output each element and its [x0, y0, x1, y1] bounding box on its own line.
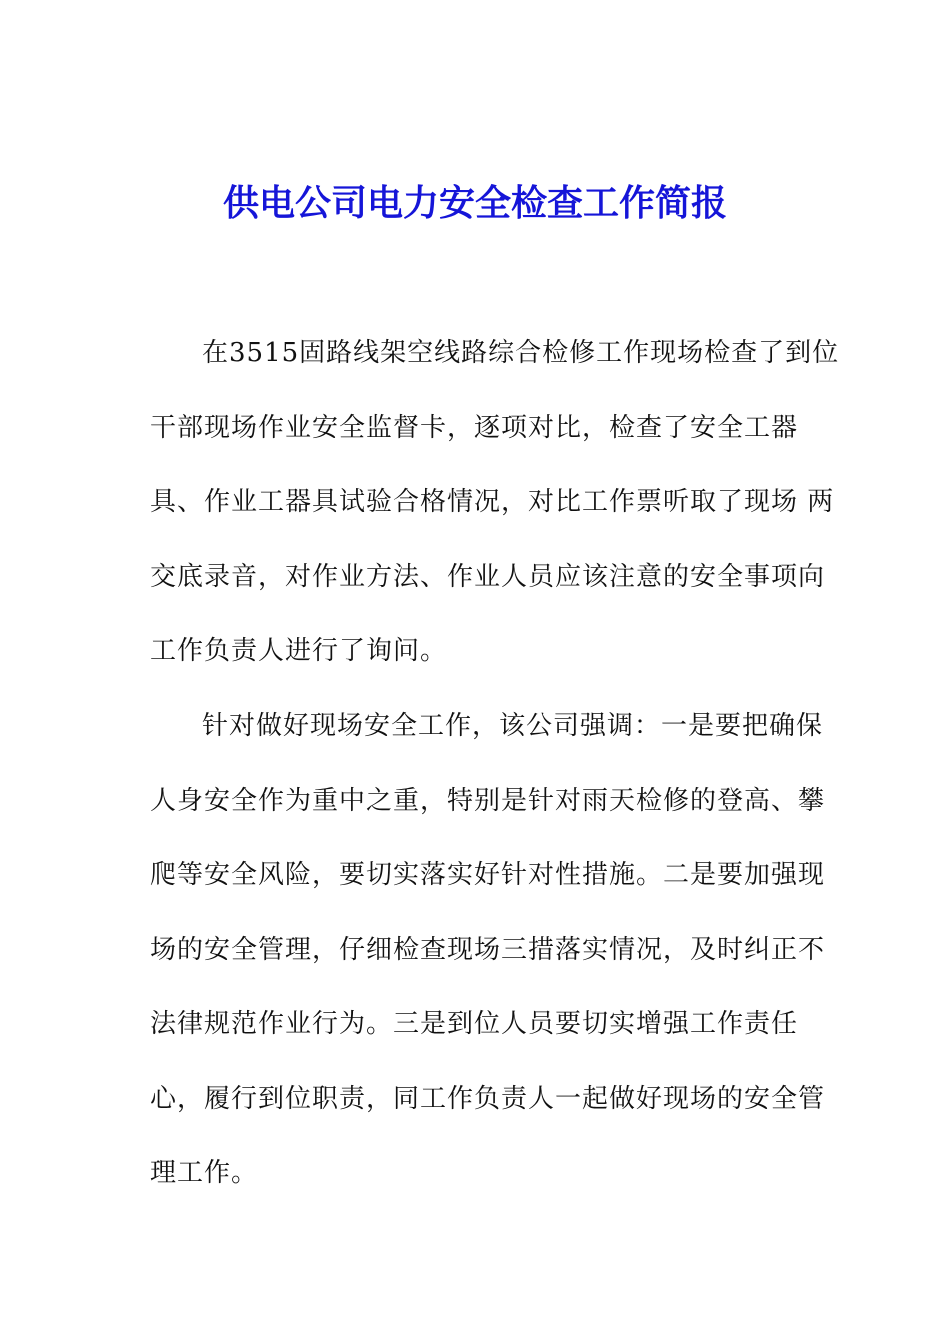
document-title: 供电公司电力安全检查工作简报 — [222, 182, 727, 224]
paragraph-line: 干部现场作业安全监督卡，逐项对比，检查了安全工器 — [150, 413, 799, 443]
paragraph-line: 心，履行到位职责，同工作负责人一起做好现场的安全管 — [150, 1084, 826, 1114]
paragraph-line: 法律规范作业行为。三是到位人员要切实增强工作责任 — [150, 1009, 799, 1039]
paragraph-line: 工作负责人进行了询问。 — [150, 636, 448, 666]
paragraph-line: 场的安全管理，仔细检查现场三措落实情况，及时纠正不 — [150, 935, 826, 965]
paragraph-line: 在3515固路线架空线路综合检修工作现场检查了到位 — [202, 338, 840, 368]
paragraph-line: 交底录音，对作业方法、作业人员应该注意的安全事项向 — [150, 562, 826, 592]
paragraph-line: 具、作业工器具试验合格情况，对比工作票听取了现场 两 — [150, 487, 835, 517]
paragraph-line: 针对做好现场安全工作，该公司强调：一是要把确保 — [202, 711, 824, 741]
paragraph-line: 理工作。 — [150, 1158, 259, 1188]
paragraph-line: 人身安全作为重中之重，特别是针对雨天检修的登高、攀 — [150, 786, 826, 816]
paragraph-line: 爬等安全风险，要切实落实好针对性措施。二是要加强现 — [150, 860, 826, 890]
